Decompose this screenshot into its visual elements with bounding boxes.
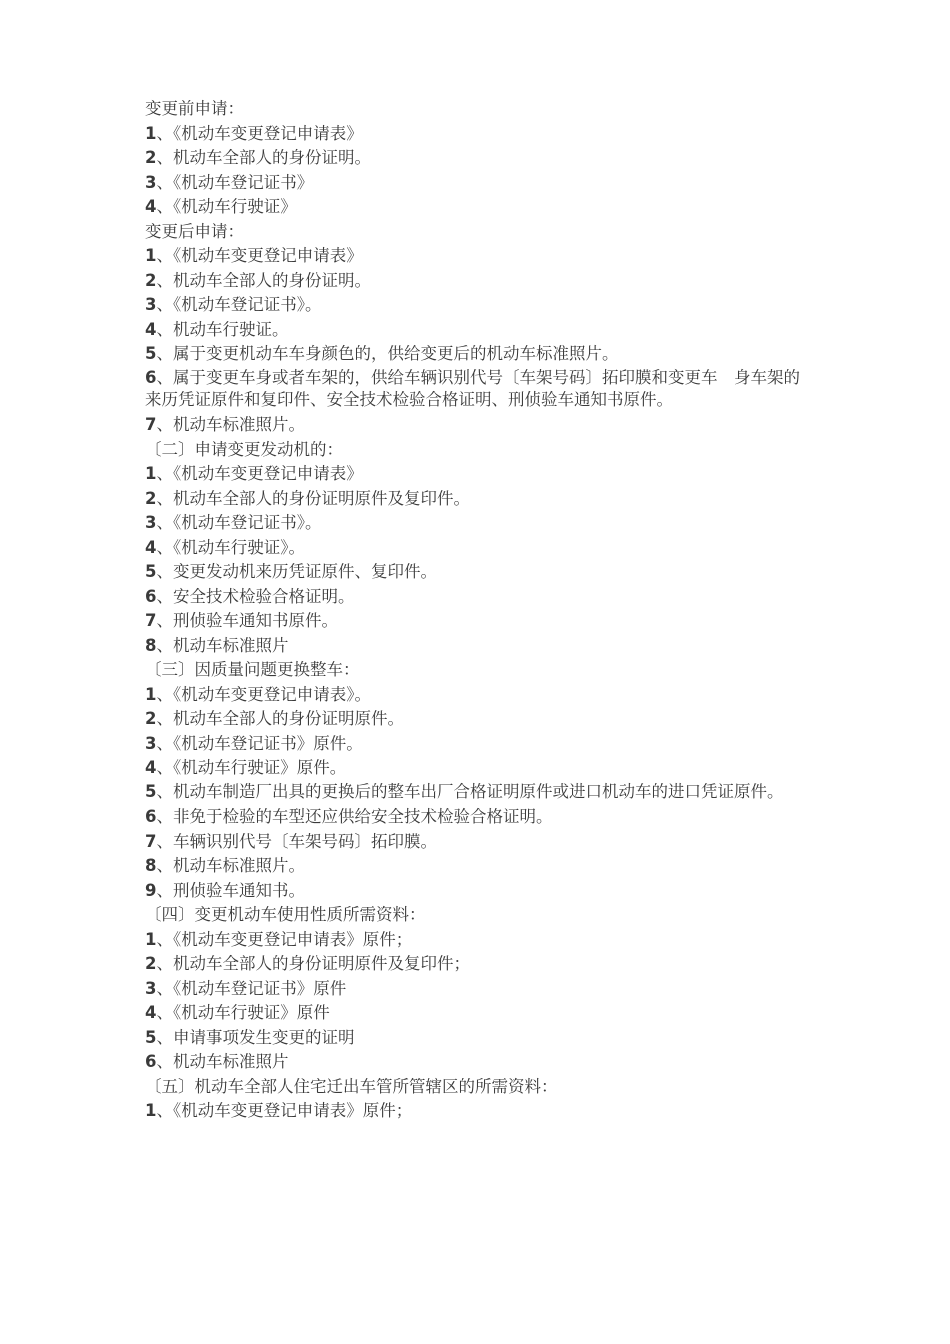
list-item-number: 1: [145, 464, 157, 483]
list-item-number: 3: [145, 172, 157, 192]
list-item: [145, 269, 815, 294]
list-item-number: 7: [145, 611, 157, 630]
list-item-text: 、机动车标准照片: [156, 1052, 289, 1071]
list-item-number: 7: [145, 831, 157, 851]
list-item-text: 、机动车制造厂出具的更换后的整车出厂合格证明原件或进口机动车的进口凭证原件。: [156, 781, 784, 801]
list-item-text: 、车辆识别代号〔车架号码〕拓印膜。: [156, 831, 437, 851]
list-item-number: 4: [145, 319, 157, 339]
list-item: [145, 854, 815, 879]
list-item-text: 、机动车全部人的身份证明。: [156, 270, 371, 290]
list-item-number: 6: [145, 807, 157, 826]
section-heading: 〔四〕变更机动车使用性质所需资料：: [145, 905, 426, 924]
list-item-number: 6: [145, 586, 157, 606]
section-heading: 〔三〕因质量问题更换整车：: [145, 660, 360, 679]
list-item-text: 、刑侦验车通知书原件。: [156, 611, 338, 630]
list-item: [145, 413, 815, 438]
list-item-text: 、机动车全部人的身份证明原件及复印件；: [156, 954, 470, 973]
list-item-number: 1: [145, 1101, 157, 1120]
list-item-text: 、申请事项发生变更的证明: [156, 1027, 355, 1047]
list-item-number: 2: [145, 270, 157, 290]
list-item-text: 、属于变更车身或者车架的，供给车辆识别代号〔车架号码〕拓印膜和变更车 身车架的来历凭证原件和复印件、安全技术检验合格证明、刑侦验车通知书原件。: [145, 367, 800, 409]
list-item-number: 8: [145, 635, 157, 655]
list-item-number: 5: [145, 1027, 157, 1047]
list-item-text: 、《机动车变更登记申请表》: [156, 123, 363, 143]
list-item: [145, 952, 815, 977]
list-item-text: 、《机动车变更登记申请表》原件；: [156, 929, 413, 949]
list-item: [145, 511, 815, 536]
list-item: [145, 318, 815, 343]
list-item: [145, 609, 815, 634]
list-item-text: 、《机动车行驶证》原件: [156, 1003, 330, 1022]
list-item-number: 1: [145, 929, 157, 949]
list-item: [145, 634, 815, 659]
list-item: [145, 928, 815, 953]
list-item-number: 1: [145, 246, 157, 265]
list-item: [145, 1050, 815, 1075]
list-item: [145, 122, 815, 147]
list-item-text: 、机动车全部人的身份证明。: [156, 148, 371, 167]
list-item: [145, 1001, 815, 1026]
document-body: [145, 97, 815, 1124]
list-item: [145, 487, 815, 512]
list-item-text: 、《机动车行驶证》。: [156, 537, 305, 557]
section-heading: 〔五〕机动车全部人住宅迁出车管所管辖区的所需资料：: [145, 1076, 558, 1096]
list-item: [145, 244, 815, 269]
list-item: [145, 1099, 815, 1124]
list-item-text: 、《机动车登记证书》原件: [156, 978, 347, 998]
list-item-text: 、《机动车登记证书》: [156, 172, 314, 192]
list-item-text: 、《机动车变更登记申请表》。: [156, 684, 371, 704]
list-item: [145, 367, 815, 411]
list-item-text: 、《机动车行驶证》: [156, 197, 297, 216]
list-item: [145, 977, 815, 1002]
list-item-text: 、《机动车登记证书》。: [156, 513, 322, 532]
list-item: [145, 293, 815, 318]
list-item-text: 、机动车全部人的身份证明原件及复印件。: [156, 488, 470, 508]
list-item: [145, 195, 815, 220]
list-item: [145, 585, 815, 610]
list-item-text: 、《机动车登记证书》原件。: [156, 733, 363, 753]
list-item: [145, 560, 815, 585]
list-item-number: 8: [145, 856, 157, 875]
list-item-text: 、《机动车登记证书》。: [156, 295, 322, 314]
list-item: [145, 683, 815, 708]
list-item-number: 4: [145, 197, 157, 216]
list-item-text: 、安全技术检验合格证明。: [156, 586, 355, 606]
list-item-number: 4: [145, 537, 157, 557]
list-item-text: 、机动车行驶证。: [156, 319, 289, 339]
list-item-number: 1: [145, 684, 157, 704]
list-item: [145, 536, 815, 561]
list-item: [145, 707, 815, 732]
list-item: [145, 462, 815, 487]
list-item-text: 、非免于检验的车型还应供给安全技术检验合格证明。: [156, 807, 553, 826]
list-item-number: 4: [145, 1003, 157, 1022]
list-item-text: 、变更发动机来历凭证原件、复印件。: [156, 562, 437, 581]
list-item-number: 6: [145, 367, 157, 387]
list-item-number: 2: [145, 148, 157, 167]
list-item-text: 、属于变更机动车车身颜色的，供给变更后的机动车标准照片。: [156, 344, 619, 363]
list-item-number: 2: [145, 488, 157, 508]
list-item: [145, 732, 815, 757]
list-item-text: 、机动车标准照片。: [156, 856, 305, 875]
list-item: [145, 879, 815, 904]
list-item: [145, 805, 815, 830]
list-item: [145, 781, 815, 803]
list-item-text: 、《机动车行驶证》原件。: [156, 758, 347, 777]
list-item-text: 、刑侦验车通知书。: [156, 880, 305, 900]
list-item-number: 2: [145, 954, 157, 973]
list-item-text: 、机动车全部人的身份证明原件。: [156, 709, 404, 728]
list-item-number: 3: [145, 513, 157, 532]
list-item-text: 、机动车标准照片: [156, 635, 289, 655]
list-item-text: 、《机动车变更登记申请表》原件；: [156, 1101, 413, 1120]
list-item: [145, 342, 815, 367]
list-item-number: 3: [145, 978, 157, 998]
list-item-number: 5: [145, 344, 157, 363]
section-heading: 〔二〕申请变更发动机的：: [145, 439, 343, 459]
section-heading: 变更后申请：: [145, 221, 244, 241]
list-item-number: 1: [145, 123, 157, 143]
list-item-text: 、《机动车变更登记申请表》: [156, 246, 363, 265]
list-item-number: 3: [145, 733, 157, 753]
list-item: [145, 1026, 815, 1051]
list-item-number: 7: [145, 415, 157, 434]
list-item-number: 6: [145, 1052, 157, 1071]
list-item: [145, 146, 815, 171]
list-item: [145, 756, 815, 781]
list-item-number: 4: [145, 758, 157, 777]
section-heading: 变更前申请：: [145, 99, 244, 118]
list-item-text: 、机动车标准照片。: [156, 415, 305, 434]
list-item: [145, 171, 815, 196]
list-item-number: 9: [145, 880, 157, 900]
list-item-number: 3: [145, 295, 157, 314]
list-item-number: 5: [145, 781, 157, 801]
list-item-number: 2: [145, 709, 157, 728]
list-item: [145, 830, 815, 855]
list-item-number: 5: [145, 562, 157, 581]
list-item-text: 、《机动车变更登记申请表》: [156, 464, 363, 483]
